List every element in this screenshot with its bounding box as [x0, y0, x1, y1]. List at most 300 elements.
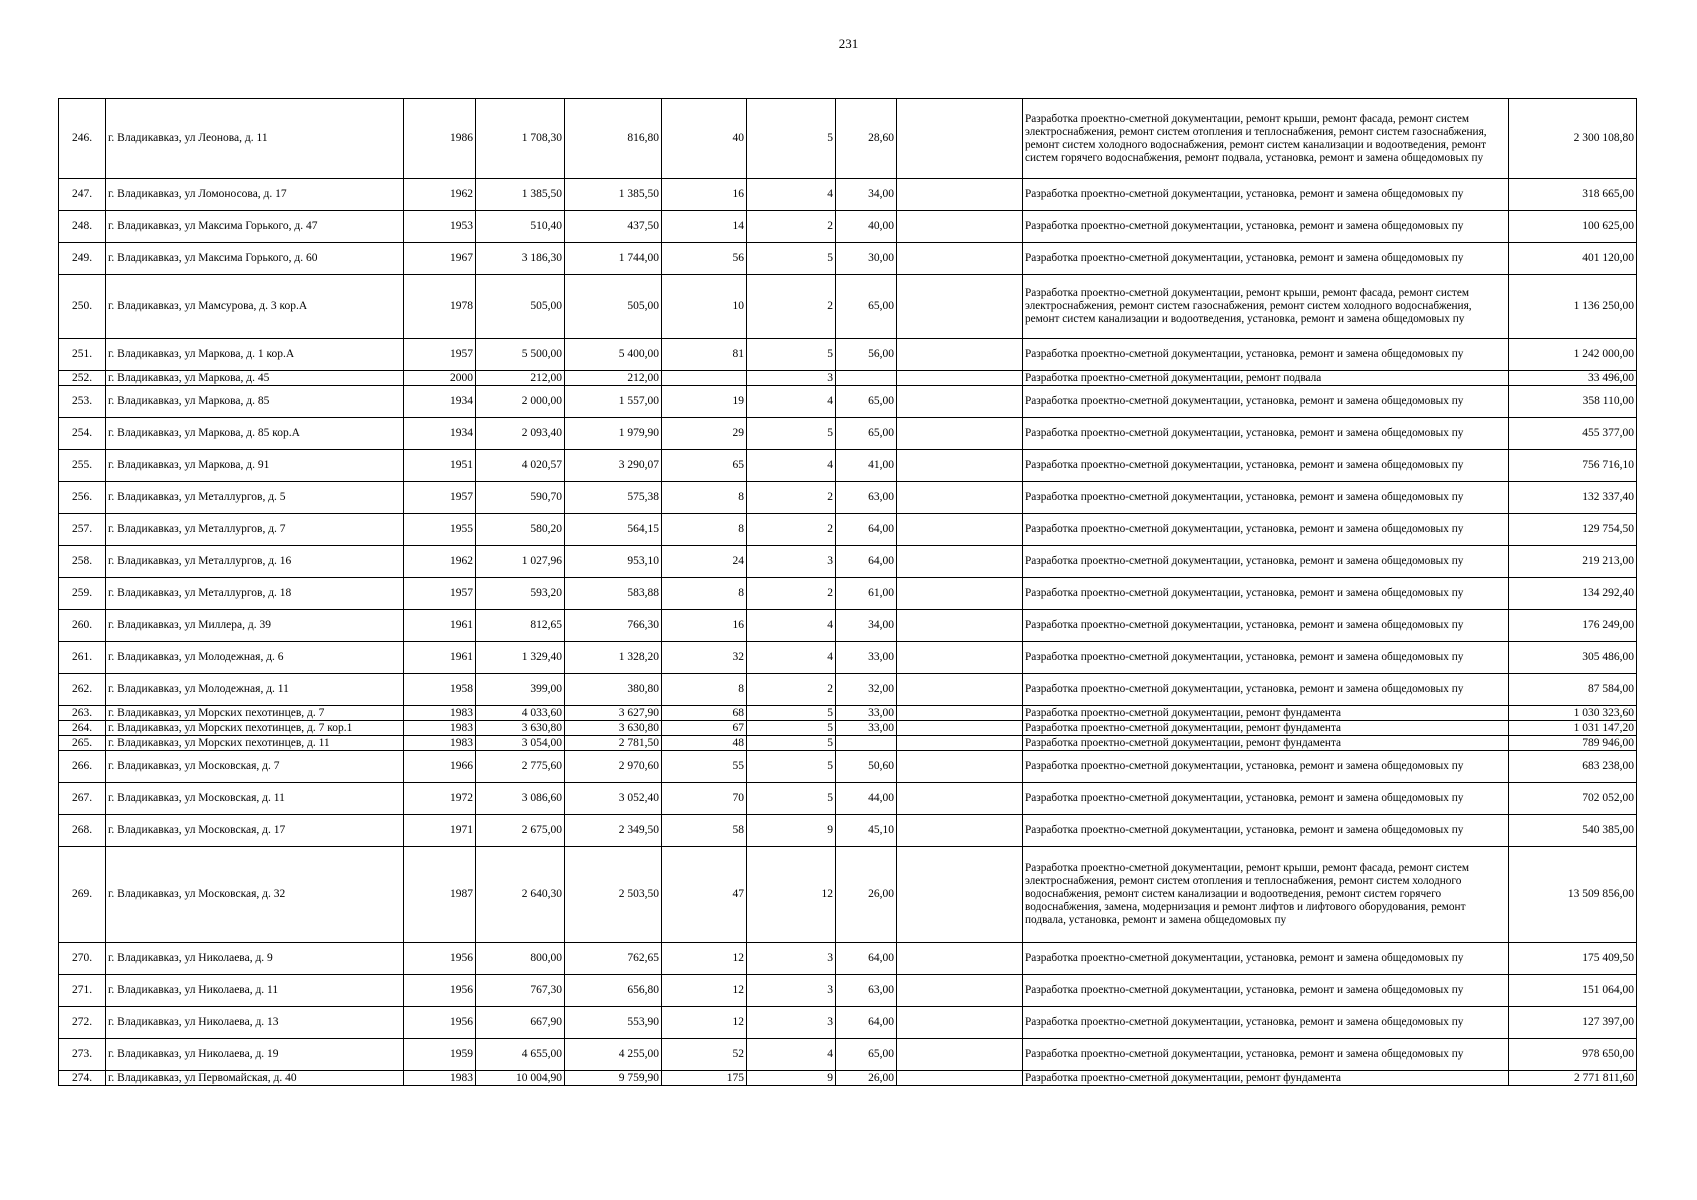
year-cell: 1983 — [404, 736, 476, 751]
residents-cell: 16 — [662, 179, 747, 211]
year-cell: 1961 — [404, 642, 476, 674]
residents-cell: 19 — [662, 386, 747, 418]
extra-cell — [897, 943, 1023, 975]
row-number: 259. — [59, 578, 106, 610]
works-cell: Разработка проектно-сметной документации, установка, ремонт и замена общедомовых пу — [1023, 418, 1509, 450]
year-cell: 1966 — [404, 751, 476, 783]
residents-cell: 52 — [662, 1039, 747, 1071]
wear-cell: 65,00 — [836, 275, 897, 339]
table-row — [59, 418, 1637, 450]
wear-cell: 65,00 — [836, 1039, 897, 1071]
table-body — [59, 99, 1637, 1086]
total-area-cell: 3 630,80 — [476, 721, 565, 736]
works-cell: Разработка проектно-сметной документации, ремонт фундамента — [1023, 736, 1509, 751]
year-cell: 1962 — [404, 546, 476, 578]
cost-cell: 219 213,00 — [1509, 546, 1637, 578]
works-cell: Разработка проектно-сметной документации, установка, ремонт и замена общедомовых пу — [1023, 943, 1509, 975]
row-number: 266. — [59, 751, 106, 783]
wear-cell: 65,00 — [836, 386, 897, 418]
extra-cell — [897, 751, 1023, 783]
living-area-cell: 816,80 — [565, 99, 662, 179]
row-number: 265. — [59, 736, 106, 751]
wear-cell: 40,00 — [836, 211, 897, 243]
address-cell: г. Владикавказ, ул Первомайская, д. 40 — [106, 1071, 404, 1086]
row-number: 248. — [59, 211, 106, 243]
total-area-cell: 505,00 — [476, 275, 565, 339]
works-cell: Разработка проектно-сметной документации, ремонт фундамента — [1023, 1071, 1509, 1086]
address-cell: г. Владикавказ, ул Маркова, д. 85 — [106, 386, 404, 418]
works-cell: Разработка проектно-сметной документации, установка, ремонт и замена общедомовых пу — [1023, 1039, 1509, 1071]
address-cell: г. Владикавказ, ул Маркова, д. 1 кор.А — [106, 339, 404, 371]
works-cell: Разработка проектно-сметной документации, установка, ремонт и замена общедомовых пу — [1023, 514, 1509, 546]
cost-cell: 756 716,10 — [1509, 450, 1637, 482]
year-cell: 1934 — [404, 418, 476, 450]
wear-cell: 26,00 — [836, 847, 897, 943]
residents-cell: 10 — [662, 275, 747, 339]
residents-cell: 12 — [662, 943, 747, 975]
row-number: 255. — [59, 450, 106, 482]
cost-cell: 455 377,00 — [1509, 418, 1637, 450]
row-number: 246. — [59, 99, 106, 179]
extra-cell — [897, 706, 1023, 721]
residents-cell: 24 — [662, 546, 747, 578]
floors-cell: 2 — [747, 211, 836, 243]
wear-cell: 45,10 — [836, 815, 897, 847]
wear-cell: 64,00 — [836, 1007, 897, 1039]
table-row — [59, 578, 1637, 610]
cost-cell: 978 650,00 — [1509, 1039, 1637, 1071]
wear-cell: 28,60 — [836, 99, 897, 179]
address-cell: г. Владикавказ, ул Максима Горького, д. 60 — [106, 243, 404, 275]
floors-cell: 5 — [747, 243, 836, 275]
total-area-cell: 593,20 — [476, 578, 565, 610]
year-cell: 1956 — [404, 975, 476, 1007]
year-cell: 1972 — [404, 783, 476, 815]
year-cell: 1961 — [404, 610, 476, 642]
table-row — [59, 847, 1637, 943]
works-cell: Разработка проектно-сметной документации, установка, ремонт и замена общедомовых пу — [1023, 578, 1509, 610]
address-cell: г. Владикавказ, ул Николаева, д. 13 — [106, 1007, 404, 1039]
row-number: 254. — [59, 418, 106, 450]
total-area-cell: 399,00 — [476, 674, 565, 706]
year-cell: 1956 — [404, 943, 476, 975]
extra-cell — [897, 721, 1023, 736]
floors-cell: 3 — [747, 943, 836, 975]
address-cell: г. Владикавказ, ул Маркова, д. 91 — [106, 450, 404, 482]
wear-cell: 26,00 — [836, 1071, 897, 1086]
row-number: 256. — [59, 482, 106, 514]
row-number: 269. — [59, 847, 106, 943]
row-number: 260. — [59, 610, 106, 642]
floors-cell: 5 — [747, 706, 836, 721]
wear-cell: 34,00 — [836, 610, 897, 642]
living-area-cell: 3 052,40 — [565, 783, 662, 815]
table-row — [59, 514, 1637, 546]
table-row — [59, 211, 1637, 243]
extra-cell — [897, 482, 1023, 514]
address-cell: г. Владикавказ, ул Московская, д. 11 — [106, 783, 404, 815]
works-cell: Разработка проектно-сметной документации, установка, ремонт и замена общедомовых пу — [1023, 339, 1509, 371]
table-row — [59, 642, 1637, 674]
extra-cell — [897, 610, 1023, 642]
floors-cell: 4 — [747, 179, 836, 211]
address-cell: г. Владикавказ, ул Маркова, д. 85 кор.А — [106, 418, 404, 450]
wear-cell: 33,00 — [836, 706, 897, 721]
table-row — [59, 783, 1637, 815]
residents-cell: 68 — [662, 706, 747, 721]
table-row — [59, 706, 1637, 721]
extra-cell — [897, 179, 1023, 211]
table-row — [59, 546, 1637, 578]
year-cell: 2000 — [404, 371, 476, 386]
works-cell: Разработка проектно-сметной документации, ремонт крыши, ремонт фасада, ремонт систем электроснабжения, ремонт систем отопления и теплоснабжения, ремонт систем холодного водоснабжения, ремонт систем канализации и водоотведения, ремонт систем горячего водоснабжения, замена, модернизация и ремонт лифтов и лифтового оборудования, ремонт подвала, установка, ремонт и замена общедомовых пу — [1023, 847, 1509, 943]
floors-cell: 9 — [747, 1071, 836, 1086]
address-cell: г. Владикавказ, ул Леонова, д. 11 — [106, 99, 404, 179]
row-number: 271. — [59, 975, 106, 1007]
extra-cell — [897, 736, 1023, 751]
cost-cell: 13 509 856,00 — [1509, 847, 1637, 943]
living-area-cell: 953,10 — [565, 546, 662, 578]
row-number: 272. — [59, 1007, 106, 1039]
row-number: 258. — [59, 546, 106, 578]
total-area-cell: 767,30 — [476, 975, 565, 1007]
wear-cell: 63,00 — [836, 482, 897, 514]
row-number: 253. — [59, 386, 106, 418]
wear-cell: 64,00 — [836, 546, 897, 578]
total-area-cell: 2 093,40 — [476, 418, 565, 450]
extra-cell — [897, 546, 1023, 578]
year-cell: 1956 — [404, 1007, 476, 1039]
cost-cell: 540 385,00 — [1509, 815, 1637, 847]
floors-cell: 5 — [747, 99, 836, 179]
floors-cell: 2 — [747, 482, 836, 514]
cost-cell: 33 496,00 — [1509, 371, 1637, 386]
address-cell: г. Владикавказ, ул Металлургов, д. 16 — [106, 546, 404, 578]
total-area-cell: 1 329,40 — [476, 642, 565, 674]
residents-cell: 8 — [662, 514, 747, 546]
cost-cell: 789 946,00 — [1509, 736, 1637, 751]
floors-cell: 5 — [747, 418, 836, 450]
works-cell: Разработка проектно-сметной документации, установка, ремонт и замена общедомовых пу — [1023, 751, 1509, 783]
extra-cell — [897, 1071, 1023, 1086]
table-row — [59, 1071, 1637, 1086]
extra-cell — [897, 99, 1023, 179]
address-cell: г. Владикавказ, ул Московская, д. 32 — [106, 847, 404, 943]
living-area-cell: 2 970,60 — [565, 751, 662, 783]
total-area-cell: 3 186,30 — [476, 243, 565, 275]
works-cell: Разработка проектно-сметной документации, ремонт подвала — [1023, 371, 1509, 386]
floors-cell: 2 — [747, 578, 836, 610]
total-area-cell: 2 000,00 — [476, 386, 565, 418]
living-area-cell: 762,65 — [565, 943, 662, 975]
wear-cell: 30,00 — [836, 243, 897, 275]
extra-cell — [897, 450, 1023, 482]
cost-cell: 134 292,40 — [1509, 578, 1637, 610]
row-number: 257. — [59, 514, 106, 546]
cost-cell: 401 120,00 — [1509, 243, 1637, 275]
residents-cell: 56 — [662, 243, 747, 275]
wear-cell: 33,00 — [836, 721, 897, 736]
extra-cell — [897, 1039, 1023, 1071]
table-row — [59, 450, 1637, 482]
address-cell: г. Владикавказ, ул Николаева, д. 11 — [106, 975, 404, 1007]
year-cell: 1957 — [404, 339, 476, 371]
cost-cell: 683 238,00 — [1509, 751, 1637, 783]
address-cell: г. Владикавказ, ул Московская, д. 7 — [106, 751, 404, 783]
total-area-cell: 510,40 — [476, 211, 565, 243]
table-row — [59, 179, 1637, 211]
page-number: 231 — [838, 36, 859, 51]
wear-cell: 56,00 — [836, 339, 897, 371]
wear-cell: 32,00 — [836, 674, 897, 706]
extra-cell — [897, 275, 1023, 339]
year-cell: 1934 — [404, 386, 476, 418]
address-cell: г. Владикавказ, ул Металлургов, д. 7 — [106, 514, 404, 546]
floors-cell: 9 — [747, 815, 836, 847]
residents-cell: 16 — [662, 610, 747, 642]
living-area-cell: 575,38 — [565, 482, 662, 514]
total-area-cell: 4 655,00 — [476, 1039, 565, 1071]
floors-cell: 5 — [747, 736, 836, 751]
total-area-cell: 590,70 — [476, 482, 565, 514]
living-area-cell: 1 979,90 — [565, 418, 662, 450]
row-number: 247. — [59, 179, 106, 211]
cost-cell: 129 754,50 — [1509, 514, 1637, 546]
floors-cell: 5 — [747, 339, 836, 371]
cost-cell: 175 409,50 — [1509, 943, 1637, 975]
works-cell: Разработка проектно-сметной документации, установка, ремонт и замена общедомовых пу — [1023, 610, 1509, 642]
row-number: 263. — [59, 706, 106, 721]
living-area-cell: 9 759,90 — [565, 1071, 662, 1086]
extra-cell — [897, 815, 1023, 847]
address-cell: г. Владикавказ, ул Металлургов, д. 18 — [106, 578, 404, 610]
wear-cell: 33,00 — [836, 642, 897, 674]
floors-cell: 4 — [747, 450, 836, 482]
table-row — [59, 815, 1637, 847]
wear-cell — [836, 736, 897, 751]
cost-cell: 87 584,00 — [1509, 674, 1637, 706]
total-area-cell: 1 708,30 — [476, 99, 565, 179]
table-row — [59, 943, 1637, 975]
wear-cell: 50,60 — [836, 751, 897, 783]
address-cell: г. Владикавказ, ул Николаева, д. 19 — [106, 1039, 404, 1071]
year-cell: 1967 — [404, 243, 476, 275]
year-cell: 1986 — [404, 99, 476, 179]
living-area-cell: 1 557,00 — [565, 386, 662, 418]
cost-cell: 702 052,00 — [1509, 783, 1637, 815]
total-area-cell: 212,00 — [476, 371, 565, 386]
row-number: 250. — [59, 275, 106, 339]
living-area-cell: 766,30 — [565, 610, 662, 642]
total-area-cell: 812,65 — [476, 610, 565, 642]
works-cell: Разработка проектно-сметной документации, установка, ремонт и замена общедомовых пу — [1023, 450, 1509, 482]
address-cell: г. Владикавказ, ул Молодежная, д. 11 — [106, 674, 404, 706]
living-area-cell: 380,80 — [565, 674, 662, 706]
year-cell: 1978 — [404, 275, 476, 339]
living-area-cell: 564,15 — [565, 514, 662, 546]
table-row — [59, 721, 1637, 736]
works-cell: Разработка проектно-сметной документации, установка, ремонт и замена общедомовых пу — [1023, 211, 1509, 243]
total-area-cell: 1 027,96 — [476, 546, 565, 578]
extra-cell — [897, 783, 1023, 815]
table-row — [59, 482, 1637, 514]
address-cell: г. Владикавказ, ул Николаева, д. 9 — [106, 943, 404, 975]
cost-cell: 1 136 250,00 — [1509, 275, 1637, 339]
living-area-cell: 656,80 — [565, 975, 662, 1007]
cost-cell: 1 242 000,00 — [1509, 339, 1637, 371]
residents-cell — [662, 371, 747, 386]
residents-cell: 40 — [662, 99, 747, 179]
cost-cell: 132 337,40 — [1509, 482, 1637, 514]
floors-cell: 4 — [747, 642, 836, 674]
cost-cell: 100 625,00 — [1509, 211, 1637, 243]
year-cell: 1958 — [404, 674, 476, 706]
living-area-cell: 1 328,20 — [565, 642, 662, 674]
floors-cell: 2 — [747, 514, 836, 546]
works-cell: Разработка проектно-сметной документации, установка, ремонт и замена общедомовых пу — [1023, 179, 1509, 211]
cost-cell: 176 249,00 — [1509, 610, 1637, 642]
address-cell: г. Владикавказ, ул Московская, д. 17 — [106, 815, 404, 847]
total-area-cell: 2 640,30 — [476, 847, 565, 943]
housing-repair-table — [58, 98, 1637, 1086]
year-cell: 1983 — [404, 706, 476, 721]
floors-cell: 2 — [747, 674, 836, 706]
year-cell: 1959 — [404, 1039, 476, 1071]
extra-cell — [897, 642, 1023, 674]
floors-cell: 4 — [747, 1039, 836, 1071]
residents-cell: 55 — [662, 751, 747, 783]
address-cell: г. Владикавказ, ул Морских пехотинцев, д. 7 — [106, 706, 404, 721]
extra-cell — [897, 243, 1023, 275]
row-number: 268. — [59, 815, 106, 847]
floors-cell: 3 — [747, 975, 836, 1007]
residents-cell: 8 — [662, 482, 747, 514]
wear-cell: 61,00 — [836, 578, 897, 610]
floors-cell: 5 — [747, 751, 836, 783]
living-area-cell: 2 503,50 — [565, 847, 662, 943]
living-area-cell: 3 630,80 — [565, 721, 662, 736]
table-row — [59, 99, 1637, 179]
table-row — [59, 386, 1637, 418]
row-number: 251. — [59, 339, 106, 371]
works-cell: Разработка проектно-сметной документации, ремонт фундамента — [1023, 706, 1509, 721]
row-number: 267. — [59, 783, 106, 815]
living-area-cell: 1 744,00 — [565, 243, 662, 275]
total-area-cell: 2 775,60 — [476, 751, 565, 783]
residents-cell: 67 — [662, 721, 747, 736]
row-number: 273. — [59, 1039, 106, 1071]
extra-cell — [897, 578, 1023, 610]
total-area-cell: 4 033,60 — [476, 706, 565, 721]
year-cell: 1971 — [404, 815, 476, 847]
total-area-cell: 667,90 — [476, 1007, 565, 1039]
extra-cell — [897, 211, 1023, 243]
year-cell: 1957 — [404, 482, 476, 514]
address-cell: г. Владикавказ, ул Молодежная, д. 6 — [106, 642, 404, 674]
total-area-cell: 580,20 — [476, 514, 565, 546]
living-area-cell: 2 781,50 — [565, 736, 662, 751]
table-row — [59, 339, 1637, 371]
floors-cell: 4 — [747, 610, 836, 642]
cost-cell: 127 397,00 — [1509, 1007, 1637, 1039]
total-area-cell: 3 054,00 — [476, 736, 565, 751]
table-row — [59, 674, 1637, 706]
wear-cell — [836, 371, 897, 386]
row-number: 264. — [59, 721, 106, 736]
floors-cell: 4 — [747, 386, 836, 418]
total-area-cell: 5 500,00 — [476, 339, 565, 371]
wear-cell: 44,00 — [836, 783, 897, 815]
year-cell: 1983 — [404, 1071, 476, 1086]
year-cell: 1983 — [404, 721, 476, 736]
living-area-cell: 505,00 — [565, 275, 662, 339]
residents-cell: 12 — [662, 975, 747, 1007]
extra-cell — [897, 1007, 1023, 1039]
living-area-cell: 3 290,07 — [565, 450, 662, 482]
floors-cell: 12 — [747, 847, 836, 943]
cost-cell: 1 030 323,60 — [1509, 706, 1637, 721]
total-area-cell: 4 020,57 — [476, 450, 565, 482]
residents-cell: 14 — [662, 211, 747, 243]
address-cell: г. Владикавказ, ул Максима Горького, д. 47 — [106, 211, 404, 243]
works-cell: Разработка проектно-сметной документации, установка, ремонт и замена общедомовых пу — [1023, 243, 1509, 275]
works-cell: Разработка проектно-сметной документации, установка, ремонт и замена общедомовых пу — [1023, 975, 1509, 1007]
table-row — [59, 1039, 1637, 1071]
table-row — [59, 371, 1637, 386]
works-cell: Разработка проектно-сметной документации, ремонт крыши, ремонт фасада, ремонт систем электроснабжения, ремонт систем газоснабжения, ремонт систем холодного водоснабжения, ремонт систем канализации и водоотведения, установка, ремонт и замена общедомовых пу — [1023, 275, 1509, 339]
extra-cell — [897, 514, 1023, 546]
residents-cell: 32 — [662, 642, 747, 674]
address-cell: г. Владикавказ, ул Морских пехотинцев, д. 7 кор.1 — [106, 721, 404, 736]
residents-cell: 70 — [662, 783, 747, 815]
address-cell: г. Владикавказ, ул Морских пехотинцев, д. 11 — [106, 736, 404, 751]
works-cell: Разработка проектно-сметной документации, установка, ремонт и замена общедомовых пу — [1023, 674, 1509, 706]
wear-cell: 41,00 — [836, 450, 897, 482]
row-number: 262. — [59, 674, 106, 706]
cost-cell: 2 771 811,60 — [1509, 1071, 1637, 1086]
works-cell: Разработка проектно-сметной документации, ремонт крыши, ремонт фасада, ремонт систем электроснабжения, ремонт систем отопления и теплоснабжения, ремонт систем газоснабжения, ремонт систем холодного водоснабжения, ремонт систем канализации и водоотведения, ремонт систем горячего водоснабжения, ремонт подвала, установка, ремонт и замена общедомовых пу — [1023, 99, 1509, 179]
total-area-cell: 2 675,00 — [476, 815, 565, 847]
works-cell: Разработка проектно-сметной документации, установка, ремонт и замена общедомовых пу — [1023, 1007, 1509, 1039]
cost-cell: 305 486,00 — [1509, 642, 1637, 674]
total-area-cell: 10 004,90 — [476, 1071, 565, 1086]
residents-cell: 29 — [662, 418, 747, 450]
cost-cell: 318 665,00 — [1509, 179, 1637, 211]
table-row — [59, 243, 1637, 275]
row-number: 274. — [59, 1071, 106, 1086]
extra-cell — [897, 847, 1023, 943]
year-cell: 1957 — [404, 578, 476, 610]
works-cell: Разработка проектно-сметной документации, установка, ремонт и замена общедомовых пу — [1023, 546, 1509, 578]
row-number: 249. — [59, 243, 106, 275]
living-area-cell: 4 255,00 — [565, 1039, 662, 1071]
living-area-cell: 212,00 — [565, 371, 662, 386]
residents-cell: 58 — [662, 815, 747, 847]
address-cell: г. Владикавказ, ул Мамсурова, д. 3 кор.А — [106, 275, 404, 339]
residents-cell: 65 — [662, 450, 747, 482]
wear-cell: 63,00 — [836, 975, 897, 1007]
living-area-cell: 3 627,90 — [565, 706, 662, 721]
wear-cell: 64,00 — [836, 943, 897, 975]
works-cell: Разработка проектно-сметной документации, ремонт фундамента — [1023, 721, 1509, 736]
wear-cell: 34,00 — [836, 179, 897, 211]
address-cell: г. Владикавказ, ул Ломоносова, д. 17 — [106, 179, 404, 211]
residents-cell: 175 — [662, 1071, 747, 1086]
works-cell: Разработка проектно-сметной документации, установка, ремонт и замена общедомовых пу — [1023, 783, 1509, 815]
wear-cell: 64,00 — [836, 514, 897, 546]
living-area-cell: 1 385,50 — [565, 179, 662, 211]
table-row — [59, 1007, 1637, 1039]
